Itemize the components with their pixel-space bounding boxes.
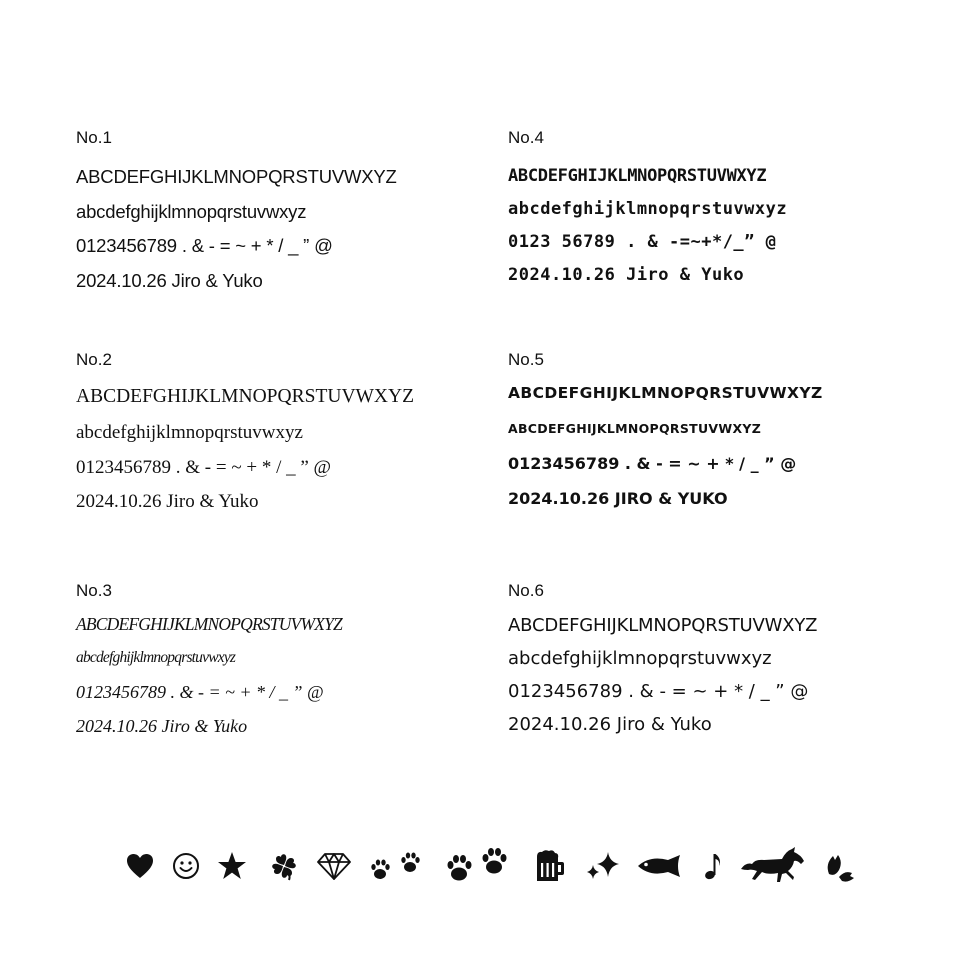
star-icon bbox=[216, 844, 248, 888]
beer-mug-icon bbox=[532, 844, 566, 888]
font-sample-label: No.4 bbox=[508, 128, 544, 147]
font-sample-2 bbox=[76, 350, 414, 520]
lowercase-line: abcdefghijklmnopqrstuvwxyz bbox=[508, 648, 772, 669]
small-caps-line: ABCDEFGHIJKLMNOPQRSTUVWXYZ bbox=[508, 421, 762, 436]
font-sample-1 bbox=[76, 128, 397, 298]
uppercase-line: ABCDEFGHIJKLMNOPQRSTUVWXYZ bbox=[76, 166, 397, 187]
uppercase-line: ABCDEFGHIJKLMNOPQRSTUVWXYZ bbox=[508, 166, 767, 186]
example-date-names-line: 2024.10.26 Jiro & Yuko bbox=[76, 491, 259, 512]
font-sample-label: No.5 bbox=[508, 350, 544, 369]
horse-icon bbox=[738, 844, 808, 888]
clover-icon bbox=[268, 844, 300, 888]
fish-icon bbox=[636, 844, 686, 888]
font-sample-label: No.2 bbox=[76, 350, 112, 369]
music-note-icon bbox=[702, 844, 724, 888]
example-date-names-line: 2024.10.26 JIRO & YUKO bbox=[508, 489, 728, 508]
uppercase-line: ABCDEFGHIJKLMNOPQRSTUVWXYZ bbox=[508, 384, 823, 402]
digits-symbols-line: 0123456789 . & - = ~ + * / _ ” @ bbox=[76, 456, 332, 478]
font-sample-label: No.1 bbox=[76, 128, 112, 147]
sparkles-icon bbox=[586, 844, 620, 888]
example-date-names-line: 2024.10.26 Jiro & Yuko bbox=[508, 265, 745, 285]
smiley-icon bbox=[171, 844, 201, 888]
small-paws-icon bbox=[370, 844, 428, 888]
lowercase-line: abcdefghijklmnopqrstuvwxyz bbox=[76, 200, 307, 222]
heart-icon bbox=[124, 844, 156, 888]
uppercase-line: ABCDEFGHIJKLMNOPQRSTUVWXYZ bbox=[76, 386, 415, 407]
diamond-icon bbox=[316, 844, 352, 888]
lowercase-line: abcdefghijklmnopqrstuvwxyz bbox=[76, 649, 236, 666]
font-sample-label: No.3 bbox=[76, 581, 112, 600]
example-date-names-line: 2024.10.26 Jiro & Yuko bbox=[508, 714, 712, 735]
lowercase-line: abcdefghijklmnopqrstuvwxyz bbox=[508, 199, 788, 219]
symbol-row bbox=[0, 844, 980, 888]
lowercase-line: abcdefghijklmnopqrstuvwxyz bbox=[76, 422, 303, 443]
large-paws-icon bbox=[446, 844, 512, 888]
example-date-names-line: 2024.10.26 Jiro & Yuko bbox=[76, 716, 248, 736]
digits-symbols-line: 0123456789 . & - = ~ + * / _ ” @ bbox=[76, 235, 333, 256]
digits-symbols-line: 0123456789 . & - = ~ + * / _ ” @ bbox=[508, 681, 809, 702]
digits-symbols-line: 0123 56789 . & -=~+*/_” @ bbox=[508, 232, 777, 252]
font-sample-6 bbox=[508, 581, 817, 741]
digits-symbols-line: 0123456789 . & - = ~ + * / _ ” @ bbox=[76, 682, 324, 702]
font-sample-5 bbox=[508, 350, 823, 516]
digits-symbols-line: 0123456789 . & - = ~ + * / _ ” @ bbox=[508, 454, 797, 473]
uppercase-line: ABCDEFGHIJKLMNOPQRSTUVWXYZ bbox=[508, 615, 818, 636]
cherry-blossom-petals-icon bbox=[822, 844, 856, 888]
font-sample-4 bbox=[508, 128, 787, 292]
example-date-names-line: 2024.10.26 Jiro & Yuko bbox=[76, 269, 263, 291]
uppercase-line: ABCDEFGHIJKLMNOPQRSTUVWXYZ bbox=[76, 614, 342, 634]
font-sample-label: No.6 bbox=[508, 581, 544, 600]
font-sample-3 bbox=[76, 581, 342, 743]
